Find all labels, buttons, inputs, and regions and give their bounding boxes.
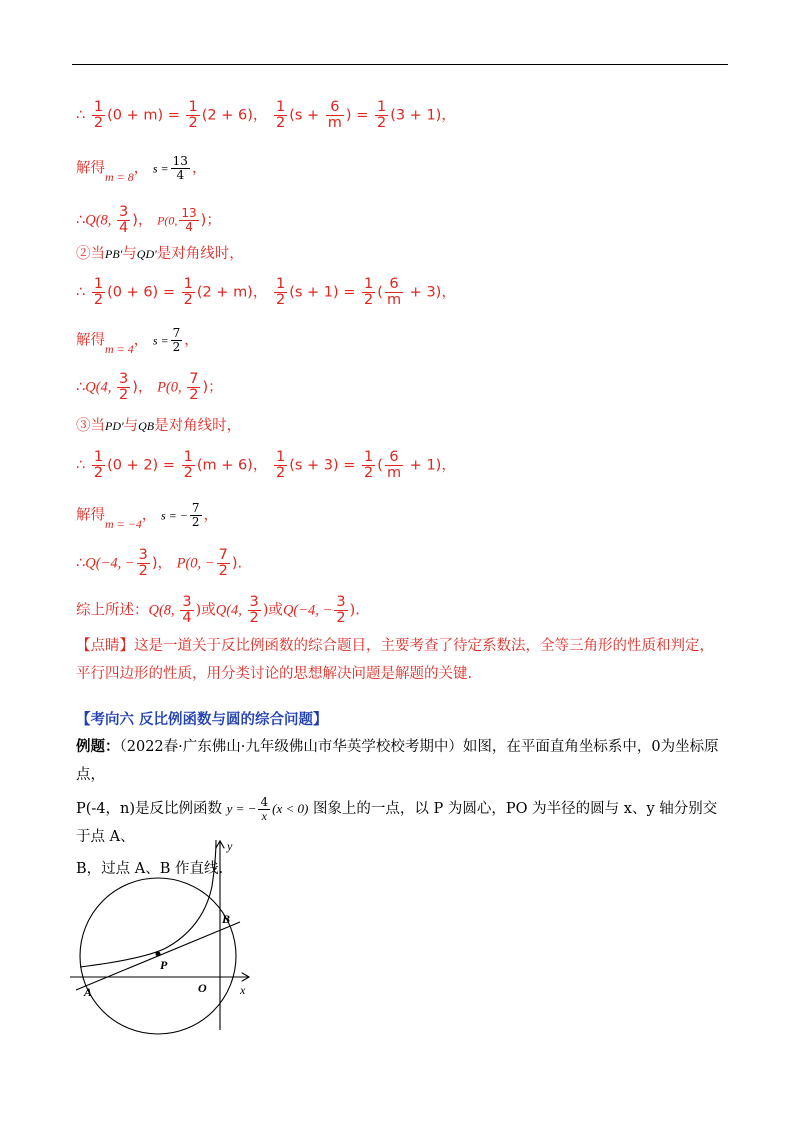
solve-line-3: 解得$_{m = -4}$， s = − $\frac{7}{2}$ ， [76,501,218,531]
result-line-1: ∴Q(8, $\frac{3}{4}$ )， P(0, $\frac{13}{4}$ )； [76,204,221,236]
example-problem: 例题：（2022春·广东佛山·九年级佛山市华英学校校考期中）如图，在平面直角坐标系中，0为坐标原点， P(-4，n)是反比例函数 y = − $\frac{4}{x}$ (x < 0) 图象上的一点，以 P 为圆心，PO 为半径的圆与 x、y 轴分别交于点 A、 B，过点 A、B 作直线. [76,738,719,877]
result-line-3: ∴Q(−4, − $\frac{3}{2}$ )， P(0, − $\frac{7}{2}$ ). [76,547,243,579]
label-b: B [222,912,231,926]
equation-line-1: ∴ $\frac{1}{2}$ (0 + m) = $\frac{1}{2}$ (2 + 6)， $\frac{1}{2}$ (s + $\frac{6}{m}$ ) = $\frac{1}{2}$ (3 + 1)， [76,99,456,131]
label-o: O [198,981,207,995]
equation-line-2: ∴ $\frac{1}{2}$ (0 + 6) = $\frac{1}{2}$ (2 + m)， $\frac{1}{2}$ (s + 1) = $\frac{1}{2}$ ( $\frac{6}{m}$ + 3)， [76,276,456,308]
key-point-note: 【点睛】这是一道关于反比例函数的综合题目，主要考查了待定系数法，全等三角形的性质和判定，平行四边形的性质，用分类讨论的思想解决问题是解题的关键. [76,638,714,682]
case-2-heading: ②当PB′与QD′是对角线时， [76,246,244,262]
header-rule [72,64,728,65]
circle-hyperbola-figure [70,836,260,1036]
solve-line-2: 解得$_{m = 4}$， s = $\frac{7}{2}$ ， [76,326,199,356]
section-title: 【考向六 反比例函数与圆的综合问题】 [76,711,328,728]
label-p: P [160,958,168,972]
point-p [156,952,161,957]
label-y: y [227,839,233,853]
result-line-2: ∴Q(4, $\frac{3}{2}$ )， P(0, $\frac{7}{2}$ )； [76,371,223,403]
case-3-heading: ③当PD′与QB是对角线时， [76,418,242,434]
equation-line-3: ∴ $\frac{1}{2}$ (0 + 2) = $\frac{1}{2}$ (m + 6)， $\frac{1}{2}$ (s + 3) = $\frac{1}{2}$ ( $\frac{6}{m}$ + 1)， [76,449,456,481]
label-x: x [240,983,246,997]
solve-line-1: 解得$_{m = 8}$， s = $\frac{13}{4}$ ， [76,154,207,184]
label-a: A [84,985,93,999]
summary-line: 综上所述：Q(8, $\frac{3}{4}$ )或Q(4, $\frac{3}{2}$ )或Q(−4, − $\frac{3}{2}$ ). [76,594,360,626]
